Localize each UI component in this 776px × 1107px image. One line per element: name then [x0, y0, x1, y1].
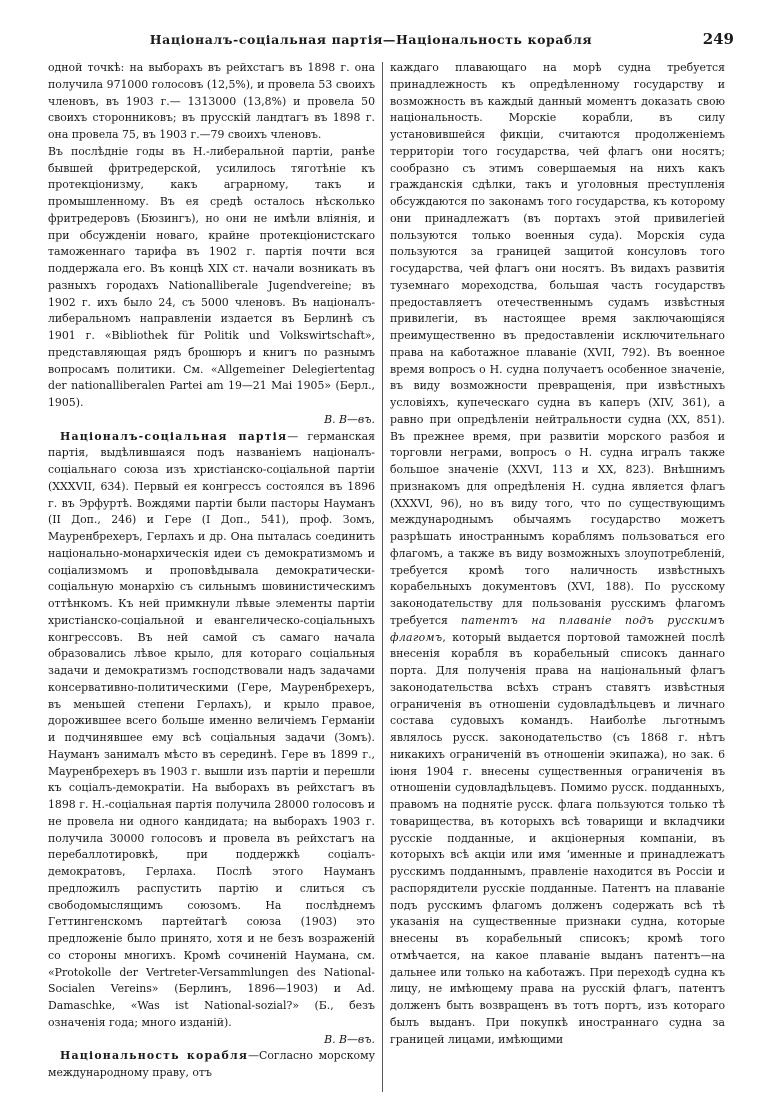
- entry-national-social-party: [48, 429, 375, 1032]
- column-divider: [382, 62, 383, 1092]
- paragraph-national-liberal-party: Въ послѣдніе годы въ Н.-либеральной партіи, ранѣе бывшей фритредерской, усилилось тяготѣніе къ протекціонизму, какъ аграрному, такъ и промышленному. Въ ея средѣ осталось нѣсколько фритредеровъ (Бюзингъ), но они не имѣли вліянія, и при обсужденіи новаго, крайне протекціонистскаго таможеннаго тарифа въ 1902 г. партія почти вся поддержала его. Въ концѣ XIX ст. начали возникать въ разныхъ городахъ Nationalliberale Jugendvereine; въ 1902 г. ихъ было 24, съ 5000 членовъ. Въ націоналъ-либеральномъ направленіи издается въ Берлинѣ съ 1901 г. «Bibliothek für Politik und Volkswirtschaft», представляющая рядъ брошюръ и книгъ по разнымъ вопросамъ политики. См. «Allgemeiner Delegiertentag der nationalliberalen Partei am 19—21 Mai 1905» (Берл., 1905).: [48, 144, 375, 409]
- entry-headword: Націоналъ-соціальная партія: [60, 429, 288, 443]
- right-column: [390, 60, 725, 1100]
- running-title: Націоналъ-соціальная партія—Національность корабля: [149, 32, 593, 47]
- entry-ship-nationality-continued: [390, 60, 725, 1048]
- page-number: 249: [702, 30, 734, 48]
- emphasized-term: патентъ на плаваніе подъ русскимъ флагомъ: [390, 613, 725, 644]
- running-head: [48, 30, 734, 54]
- entry-headword: Національность корабля: [60, 1049, 249, 1063]
- paragraph-continuation: одной точкѣ: на выборахъ въ рейхстагъ въ 1898 г. она получила 971000 голосовъ (12,5%), и провела 53 своихъ членовъ, въ 1903 г.— 1313000 (13,8%) и провела 50 своихъ сторонниковъ; въ прусскій ландтагъ въ 1898 г. она провела 75, въ 1903 г.—79 своихъ членовъ.: [48, 61, 375, 141]
- entry-body: —Согласно морскому международному праву, отъ: [48, 1049, 375, 1079]
- entry-body: каждаго плавающаго на морѣ судна требуется принадлежность къ опредѣленному государству и возможность въ каждый данный моментъ доказать свою національность. Морскіе корабли, въ силу установившейся фикціи, считаются продолженіемъ территоріи того государства, чей флагъ они носятъ; сообразно съ этимъ совершаемыя на нихъ какъ гражданскія сдѣлки, такъ и уголовныя преступленія обсуждаются по законамъ того государства, къ которому они принадлежатъ (въ портахъ этой привилегіей пользуются только военныя суда). Морскія суда пользуются за границей защитой консуловъ того государства, чей флагъ они носятъ. Въ видахъ развитія туземнаго мореходства, большая часть государствъ предоставляетъ отечественнымъ судамъ извѣстныя привилегіи, въ настоящее время заключающіяся преимущественно въ предоставленіи исключительнаго права на каботажное плаваніе (XVII, 792). Въ военное время вопросъ о Н. судна получаетъ особенное значеніе, въ виду возможности превращенія, при извѣстныхъ условіяхъ, купеческаго судна въ каперъ (XIV, 361), а равно при опредѣленіи нейтральности судна (XX, 851). Въ прежнее время, при развитіи морского разбоя и торговли неграми, вопросъ о Н. судна игралъ также большое значеніе (XXVI, 113 и XX, 823). Внѣшнимъ признакомъ для опредѣленія Н. судна является флагъ (XXXVI, 96), но въ виду того, что по существующимъ международнымъ обычаямъ государство можетъ разрѣшать иностраннымъ кораблямъ пользоваться его флагомъ, а также въ виду возможныхъ злоупотребленій, требуется кромѣ того наличность извѣстныхъ корабельныхъ документовъ (XVI, 188). По русскому законодательству для пользованія русскимъ флагомъ требуется: [390, 61, 725, 627]
- entry-body: , который выдается портовой таможней послѣ внесенія корабля въ корабельный списокъ даннаго порта. Для полученія права на національный флагъ законодательства всѣхъ странъ ставятъ извѣстныя ограниченія въ отношеніи судовладѣльцевъ и личнаго состава судовыхъ командъ. Наиболѣе льготнымъ являлось русск. законодательство (съ 1868 г. нѣтъ никакихъ ограниченій въ отношеніи экипажа), но зак. 6 іюня 1904 г. внесены существенныя ограниченія въ отношеніи судовладѣльцевъ. Помимо русск. подданныхъ, правомъ на поднятіе русск. флага пользуются только тѣ товарищества, въ которыхъ всѣ товарищи и вкладчики русскіе подданные, и акціонерныя компаніи, въ которыхъ всѣ акціи или имя ‘именные и принадлежатъ русскимъ подданнымъ, правленіе находится въ Россіи и распорядители русскіе подданные. Патентъ на плаваніе подъ русскимъ флагомъ долженъ содержать всѣ тѣ указанія на существенные признаки судна, которые внесены въ корабельный списокъ; кромѣ того отмѣчается, на какое плаваніе выданъ патентъ—на дальнее или только на каботажъ. При переходѣ судна къ лицу, не имѣющему права на русскій флагъ, патентъ долженъ быть возвращенъ въ тотъ портъ, изъ котораго былъ выданъ. При покупкѣ иностраннаго судна за границей лицами, имѣющими: [390, 630, 725, 1046]
- author-signature: В. В—въ.: [324, 1032, 375, 1046]
- author-signature: В. В—въ.: [324, 412, 375, 426]
- entry-body: — германская партія, выдѣлившаяся подъ названіемъ націоналъ-соціальнаго союза изъ христіанско-соціальной партіи (XXXVII, 634). Первый ея конгрессъ состоялся въ 1896 г. въ Эрфуртѣ. Вождями партіи были пасторы Науманъ (II Доп., 246) и Гере (I Доп., 541), проф. Зомъ, Мауренбрехеръ, Герлахъ и др. Она пыталась соединить національно-монархическія идеи съ демократизмомъ и соціализмомъ и проповѣдывала демократически-соціальную монархію съ сильнымъ шовинистическимъ оттѣнкомъ. Къ ней примкнули лѣвые элементы партіи христіанско-соціальной и евангелическо-соціальныхъ конгрессовъ. Въ ней самой съ самаго начала образовались лѣвое крыло, для котораго соціальныя задачи и демократизмъ господствовали надъ задачами консервативно-политическими (Гере, Мауренбрехеръ, въ меньшей степени Герлахъ), и крыло правое, дорожившее всего больше именно величіемъ Германіи и подчинявшее ему всѣ соціальныя задачи (Зомъ). Науманъ занималъ мѣсто въ серединѣ. Гере въ 1899 г., Мауренбрехеръ въ 1903 г. вышли изъ партіи и перешли къ соціалъ-демократіи. На выборахъ въ рейхстагъ въ 1898 г. Н.-соціальная партія получила 28000 голосовъ и не провела ни одного кандидата; на выборахъ 1903 г. получила 30000 голосовъ и провела въ рейхстагъ на перебаллотировкѣ, при поддержкѣ соціалъ-демократовъ, Герлаха. Послѣ этого Науманъ предложилъ распустить партію и слиться съ свободомыслящимъ союзомъ. На послѣднемъ Геттингенскомъ партейтагѣ союза (1903) это предложеніе было принято, хотя и не безъ возраженій со стороны многихъ. Кромѣ сочиненій Наумана, см. «Protokolle der Vertreter-Versammlungen des National-Socialen Vereins» (Берлинъ, 1896—1903) и Ad. Damaschke, «Was ist National-sozial?» (Б., безъ означенія года; много изданій).: [48, 429, 375, 1029]
- entry-ship-nationality: [48, 1048, 375, 1082]
- left-column: [48, 60, 375, 1100]
